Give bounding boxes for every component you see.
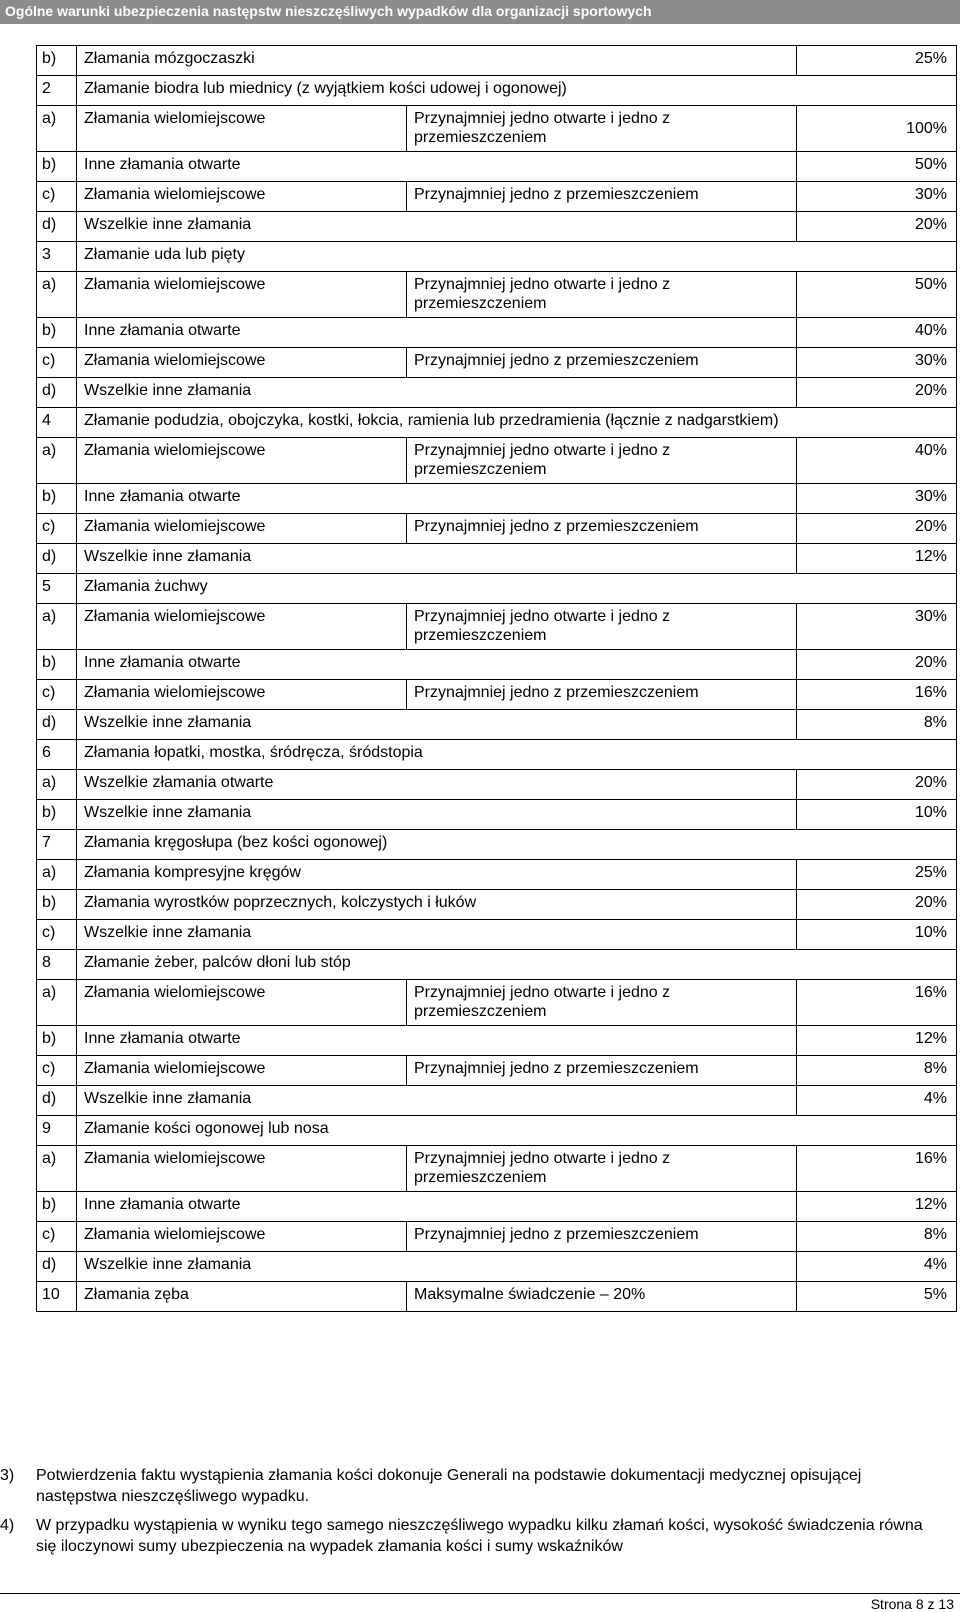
table-row: [37, 1146, 957, 1192]
row-number: 4: [37, 408, 77, 438]
row-number: b): [37, 484, 77, 514]
table-row: [37, 348, 957, 378]
table-row: [37, 484, 957, 514]
fracture-description: Złamania wielomiejscowe: [77, 980, 407, 1026]
fracture-condition: Przynajmniej jedno otwarte i jedno z przemieszczeniem: [407, 604, 797, 650]
row-number: a): [37, 438, 77, 484]
benefit-percentage: 12%: [797, 544, 957, 574]
table-row: [37, 212, 957, 242]
fracture-description: Złamania wielomiejscowe: [77, 1056, 407, 1086]
fracture-description: Złamania zęba: [77, 1282, 407, 1312]
row-number: a): [37, 980, 77, 1026]
row-number: 6: [37, 740, 77, 770]
benefit-percentage: 20%: [797, 890, 957, 920]
fracture-description: Wszelkie złamania otwarte: [77, 770, 797, 800]
benefit-percentage: 10%: [797, 800, 957, 830]
fracture-description: Złamania wielomiejscowe: [77, 1146, 407, 1192]
row-number: d): [37, 212, 77, 242]
row-number: a): [37, 272, 77, 318]
table-row: [37, 1222, 957, 1252]
fracture-description: Wszelkie inne złamania: [77, 1086, 797, 1116]
footnote-marker: 4): [0, 1517, 15, 1534]
row-number: 3: [37, 242, 77, 272]
fracture-description: Złamania wyrostków poprzecznych, kolczystych i łuków: [77, 890, 797, 920]
table-row: [37, 514, 957, 544]
fracture-description: Inne złamania otwarte: [77, 650, 797, 680]
table-row: [37, 1282, 957, 1312]
fracture-description: Złamania wielomiejscowe: [77, 272, 407, 318]
row-number: b): [37, 1026, 77, 1056]
benefit-percentage: 12%: [797, 1192, 957, 1222]
benefit-percentage: 30%: [797, 182, 957, 212]
table-row: [37, 604, 957, 650]
fracture-description: Złamania wielomiejscowe: [77, 1222, 407, 1252]
fracture-description: Wszelkie inne złamania: [77, 800, 797, 830]
row-number: a): [37, 770, 77, 800]
fracture-description: Inne złamania otwarte: [77, 1026, 797, 1056]
fracture-description: Złamania kompresyjne kręgów: [77, 860, 797, 890]
row-number: c): [37, 1222, 77, 1252]
row-number: b): [37, 890, 77, 920]
table-section-row: [37, 408, 957, 438]
benefit-percentage: 8%: [797, 1056, 957, 1086]
section-title: Złamania kręgosłupa (bez kości ogonowej): [77, 830, 957, 860]
section-title: Złamania łopatki, mostka, śródręcza, śródstopia: [77, 740, 957, 770]
table-row: [37, 378, 957, 408]
section-title: Złamanie uda lub pięty: [77, 242, 957, 272]
row-number: d): [37, 544, 77, 574]
row-number: c): [37, 514, 77, 544]
section-title: Złamania żuchwy: [77, 574, 957, 604]
table-row: [37, 272, 957, 318]
benefit-percentage: 20%: [797, 212, 957, 242]
fracture-description: Złamania wielomiejscowe: [77, 438, 407, 484]
section-title: Złamanie żeber, palców dłoni lub stóp: [77, 950, 957, 980]
benefit-percentage: 16%: [797, 980, 957, 1026]
row-number: b): [37, 800, 77, 830]
footnote: [0, 1515, 960, 1557]
table-row: [37, 1026, 957, 1056]
table-row: [37, 860, 957, 890]
fracture-description: Złamania wielomiejscowe: [77, 680, 407, 710]
table-body: [37, 46, 957, 1312]
table-row: [37, 1252, 957, 1282]
row-number: d): [37, 378, 77, 408]
benefit-percentage: 8%: [797, 1222, 957, 1252]
row-number: d): [37, 1086, 77, 1116]
benefit-percentage: 100%: [797, 106, 957, 152]
benefit-percentage: 20%: [797, 378, 957, 408]
document-title: Ogólne warunki ubezpieczenia następstw nieszczęśliwych wypadków dla organizacji sportowych: [5, 3, 652, 19]
table-row: [37, 318, 957, 348]
table-row: [37, 182, 957, 212]
benefit-percentage: 30%: [797, 348, 957, 378]
fracture-description: Wszelkie inne złamania: [77, 1252, 797, 1282]
footnote-text: W przypadku wystąpienia w wyniku tego samego nieszczęśliwego wypadku kilku złamań kości, wysokość świadczenia równa się iloczynowi sumy ubezpieczenia na wypadek złamania kości i sumy wskaźników: [36, 1517, 923, 1555]
fracture-condition: Przynajmniej jedno otwarte i jedno z przemieszczeniem: [407, 1146, 797, 1192]
benefit-percentage: 20%: [797, 650, 957, 680]
fracture-description: Inne złamania otwarte: [77, 318, 797, 348]
table-section-row: [37, 574, 957, 604]
fracture-description: Złamania wielomiejscowe: [77, 182, 407, 212]
benefit-percentage: 40%: [797, 318, 957, 348]
fracture-condition: Przynajmniej jedno z przemieszczeniem: [407, 1056, 797, 1086]
row-number: a): [37, 1146, 77, 1192]
table-row: [37, 650, 957, 680]
fracture-description: Inne złamania otwarte: [77, 484, 797, 514]
table-section-row: [37, 830, 957, 860]
fracture-condition: Przynajmniej jedno z przemieszczeniem: [407, 514, 797, 544]
benefit-percentage: 50%: [797, 272, 957, 318]
row-number: 5: [37, 574, 77, 604]
table-row: [37, 1192, 957, 1222]
benefit-percentage: 50%: [797, 152, 957, 182]
row-number: 8: [37, 950, 77, 980]
row-number: a): [37, 604, 77, 650]
benefit-percentage: 30%: [797, 484, 957, 514]
table-row: [37, 710, 957, 740]
table-row: [37, 1086, 957, 1116]
table-row: [37, 680, 957, 710]
table-row: [37, 800, 957, 830]
benefit-percentage: 10%: [797, 920, 957, 950]
footnote-marker: 3): [0, 1467, 15, 1484]
benefit-percentage: 8%: [797, 710, 957, 740]
footer-divider: [0, 1593, 960, 1594]
fracture-condition: Przynajmniej jedno otwarte i jedno z przemieszczeniem: [407, 438, 797, 484]
fracture-description: Złamania wielomiejscowe: [77, 604, 407, 650]
section-title: Złamanie biodra lub miednicy (z wyjątkiem kości udowej i ogonowej): [77, 76, 957, 106]
fracture-description: Złamania wielomiejscowe: [77, 106, 407, 152]
fracture-condition: Przynajmniej jedno z przemieszczeniem: [407, 1222, 797, 1252]
section-title: Złamanie kości ogonowej lub nosa: [77, 1116, 957, 1146]
fracture-description: Złamania wielomiejscowe: [77, 348, 407, 378]
benefit-percentage: 25%: [797, 46, 957, 76]
row-number: c): [37, 1056, 77, 1086]
row-number: c): [37, 182, 77, 212]
row-number: 2: [37, 76, 77, 106]
row-number: b): [37, 650, 77, 680]
fracture-condition: Maksymalne świadczenie – 20%: [407, 1282, 797, 1312]
table-row: [37, 890, 957, 920]
table-section-row: [37, 950, 957, 980]
fracture-description: Wszelkie inne złamania: [77, 920, 797, 950]
row-number: c): [37, 680, 77, 710]
table-row: [37, 920, 957, 950]
fracture-description: Złamania wielomiejscowe: [77, 514, 407, 544]
table-row: [37, 1056, 957, 1086]
fracture-condition: Przynajmniej jedno z przemieszczeniem: [407, 680, 797, 710]
table-row: [37, 438, 957, 484]
fracture-condition: Przynajmniej jedno otwarte i jedno z przemieszczeniem: [407, 980, 797, 1026]
benefit-percentage: 16%: [797, 680, 957, 710]
row-number: 9: [37, 1116, 77, 1146]
benefit-percentage: 40%: [797, 438, 957, 484]
row-number: a): [37, 860, 77, 890]
fracture-condition: Przynajmniej jedno otwarte i jedno z przemieszczeniem: [407, 272, 797, 318]
footnotes: [0, 1465, 960, 1565]
row-number: b): [37, 1192, 77, 1222]
row-number: b): [37, 318, 77, 348]
benefit-percentage: 5%: [797, 1282, 957, 1312]
benefit-percentage: 4%: [797, 1086, 957, 1116]
fracture-condition: Przynajmniej jedno z przemieszczeniem: [407, 348, 797, 378]
page-number: Strona 8 z 13: [870, 1596, 954, 1612]
row-number: c): [37, 348, 77, 378]
table-section-row: [37, 1116, 957, 1146]
table-row: [37, 980, 957, 1026]
table-row: [37, 46, 957, 76]
row-number: 10: [37, 1282, 77, 1312]
fracture-description: Złamania mózgoczaszki: [77, 46, 797, 76]
fracture-description: Wszelkie inne złamania: [77, 710, 797, 740]
fracture-description: Wszelkie inne złamania: [77, 378, 797, 408]
row-number: d): [37, 1252, 77, 1282]
row-number: a): [37, 106, 77, 152]
section-title: Złamanie podudzia, obojczyka, kostki, łokcia, ramienia lub przedramienia (łącznie z nadgarstkiem): [77, 408, 957, 438]
row-number: 7: [37, 830, 77, 860]
table-row: [37, 152, 957, 182]
row-number: c): [37, 920, 77, 950]
document-header: [0, 0, 960, 24]
table-section-row: [37, 740, 957, 770]
benefit-percentage: 20%: [797, 770, 957, 800]
benefit-percentage: 20%: [797, 514, 957, 544]
table-section-row: [37, 76, 957, 106]
row-number: d): [37, 710, 77, 740]
fracture-description: Wszelkie inne złamania: [77, 544, 797, 574]
table-row: [37, 106, 957, 152]
benefit-percentage: 30%: [797, 604, 957, 650]
footnote: [0, 1465, 960, 1507]
benefit-percentage: 25%: [797, 860, 957, 890]
table-row: [37, 544, 957, 574]
footnote-text: Potwierdzenia faktu wystąpienia złamania kości dokonuje Generali na podstawie dokumentacji medycznej opisującej następstwa nieszczęśliwego wypadku.: [36, 1467, 862, 1505]
table-row: [37, 770, 957, 800]
table-section-row: [37, 242, 957, 272]
fracture-description: Wszelkie inne złamania: [77, 212, 797, 242]
fracture-description: Inne złamania otwarte: [77, 1192, 797, 1222]
row-number: b): [37, 152, 77, 182]
fracture-condition: Przynajmniej jedno z przemieszczeniem: [407, 182, 797, 212]
row-number: b): [37, 46, 77, 76]
benefit-percentage: 4%: [797, 1252, 957, 1282]
fracture-description: Inne złamania otwarte: [77, 152, 797, 182]
fracture-benefit-table: [36, 45, 957, 1312]
benefit-percentage: 12%: [797, 1026, 957, 1056]
benefit-percentage: 16%: [797, 1146, 957, 1192]
fracture-condition: Przynajmniej jedno otwarte i jedno z przemieszczeniem: [407, 106, 797, 152]
